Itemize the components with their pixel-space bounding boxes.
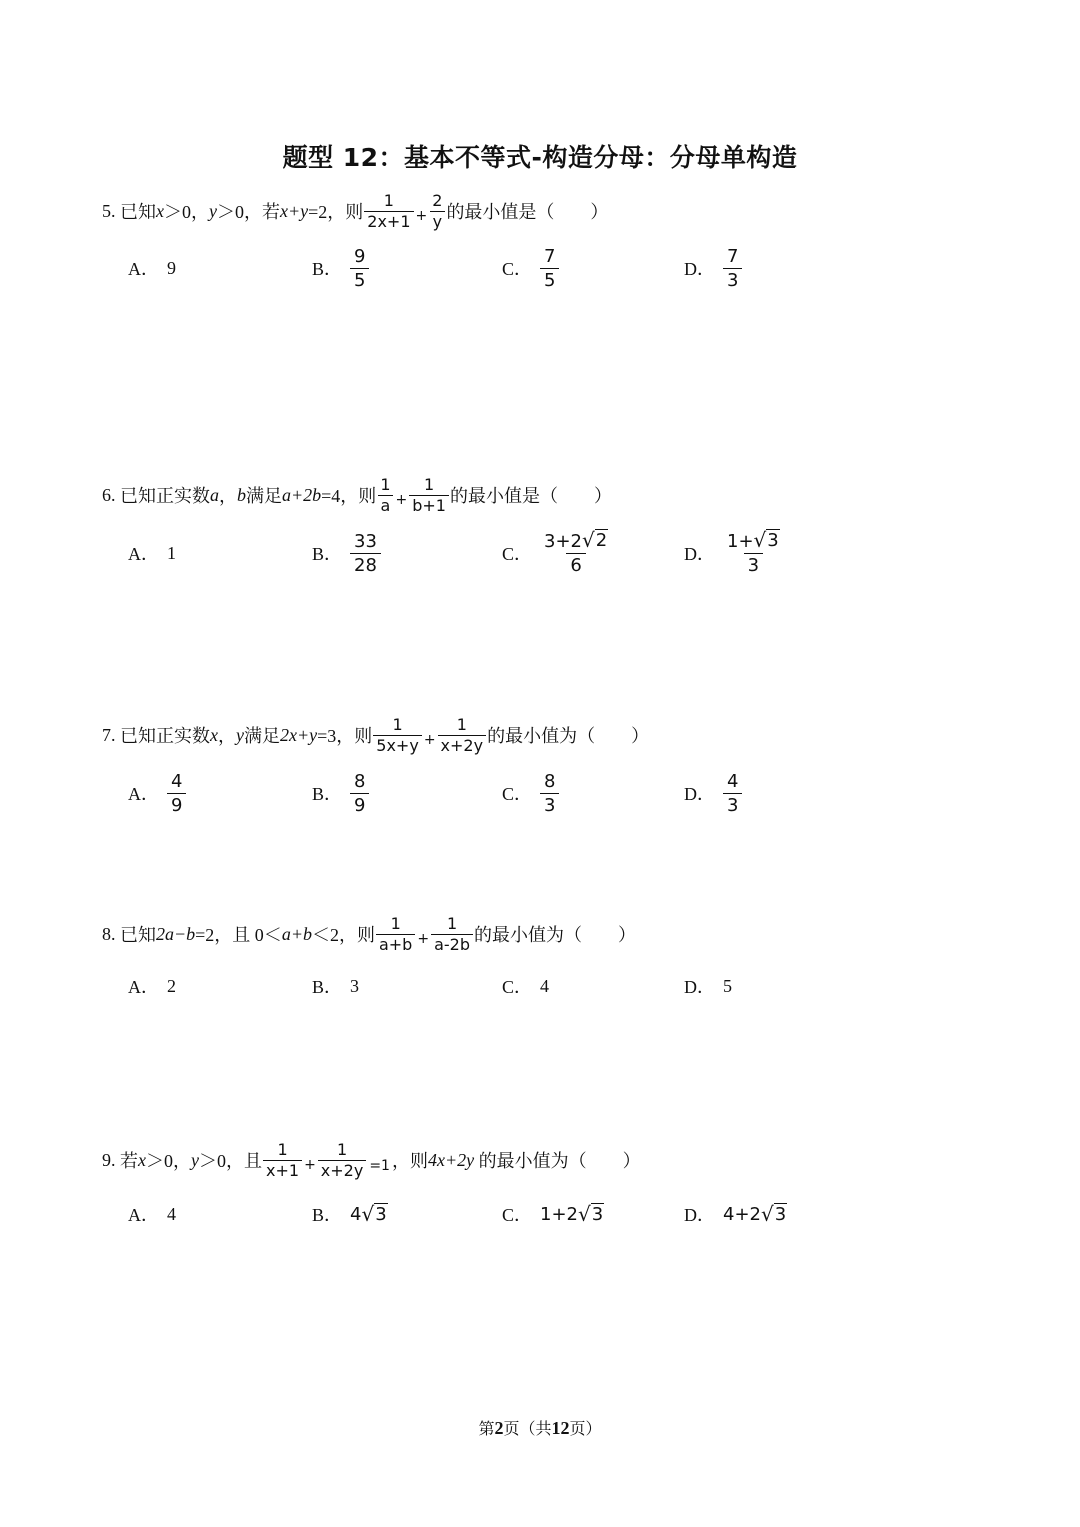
question-5-stem (102, 186, 608, 236)
option-d: D． $\frac{4}{3}$ (684, 768, 742, 818)
stem-text: 已知正实数 (120, 726, 210, 746)
stem-text: 的最小值为（ ） (478, 1151, 641, 1171)
plus-sign: + (417, 931, 430, 947)
stem-var: 4x+2y (427, 1149, 475, 1170)
page-footer (0, 1416, 1080, 1439)
stem-text: 已知 (120, 202, 156, 222)
stem-fraction: $\frac{1}{a}$ (377, 475, 393, 516)
stem-fraction: $\frac{1}{a-2b}$ (431, 914, 473, 955)
option-d: D． 4+2 √ 3 (684, 1202, 787, 1226)
plus-sign: + (304, 1157, 316, 1173)
option-c: C． $\frac{7}{5}$ (502, 243, 559, 293)
footer-text: 第 (478, 1419, 495, 1438)
plus-sign: + (395, 492, 408, 508)
current-page-number: 2 (494, 1418, 504, 1438)
stem-var: x (210, 724, 218, 745)
option-a: A． 2 (128, 975, 176, 997)
sqrt-symbol: √ 3 (761, 1202, 787, 1226)
footer-text: 页（共 (503, 1419, 552, 1438)
stem-text: ＞0，且 (199, 1151, 262, 1171)
option-b: B． $\frac{8}{9}$ (312, 768, 369, 818)
stem-text: ＞0， (164, 202, 209, 222)
option-b: B． $\frac{9}{5}$ (312, 243, 369, 293)
stem-text: =4，则 (321, 486, 377, 506)
stem-text: ＜2，则 (311, 925, 375, 945)
stem-text: ，则 (391, 1151, 428, 1171)
stem-var: x+y (280, 200, 309, 221)
page-title: 题型 12：基本不等式-构造分母：分母单构造 (282, 143, 798, 172)
question-number: 8. (102, 923, 116, 944)
question-8-stem (102, 909, 636, 959)
stem-fraction: $\frac{1}{x+2y}$ (318, 1140, 367, 1181)
stem-var: b (237, 484, 246, 505)
stem-text: ＞0， (146, 1151, 191, 1171)
stem-fraction: $\frac{1}{a+b}$ (376, 914, 415, 955)
stem-text: 满足 (246, 486, 282, 506)
option-c: C． $\frac{8}{3}$ (502, 768, 559, 818)
stem-text: 已知 (120, 925, 156, 945)
stem-text: ＞0，若 (217, 202, 280, 222)
plus-sign: + (423, 732, 436, 748)
question-7-stem (102, 710, 649, 760)
option-a: A． 9 (128, 257, 176, 279)
stem-text: =3，则 (317, 726, 373, 746)
question-number: 5. (102, 200, 116, 221)
question-number: 6. (102, 484, 116, 505)
option-c: C． 3+2 √ 2 6 (502, 528, 608, 576)
stem-text: 已知正实数 (120, 486, 210, 506)
option-d: D． $\frac{7}{3}$ (684, 243, 742, 293)
stem-var: a+b (281, 923, 312, 944)
footer-text: 页） (569, 1419, 602, 1438)
option-b: B． 4 √ 3 (312, 1202, 387, 1226)
stem-var: 2x+y (280, 724, 318, 745)
stem-text: =2，且 0＜ (195, 925, 282, 945)
stem-var: 2a−b (156, 923, 196, 944)
sqrt-symbol: √ 3 (578, 1202, 604, 1226)
equals-one: =1 (369, 1158, 390, 1174)
stem-fraction: $\frac{1}{b+1}$ (409, 475, 449, 516)
stem-var: a (210, 484, 219, 505)
total-pages: 12 (551, 1418, 570, 1438)
stem-fraction: $\frac{1}{5x+y}$ (373, 715, 422, 756)
option-d: D． 5 (684, 975, 732, 997)
option-b: B． 3 (312, 975, 360, 997)
stem-text: 的最小值是（ ） (446, 202, 609, 222)
stem-var: x (156, 200, 164, 221)
sqrt-symbol: √ 2 (582, 528, 608, 552)
stem-text: 的最小值为（ ） (474, 925, 636, 945)
stem-var: a+2b (282, 484, 322, 505)
stem-text: ， (219, 486, 237, 506)
stem-text: 的最小值是（ ） (449, 486, 612, 506)
sqrt-symbol: √ 3 (753, 528, 779, 552)
option-b: B． $\frac{33}{28}$ (312, 528, 381, 578)
stem-fraction: $\frac{1}{x+2y}$ (438, 715, 487, 756)
option-a: A． 1 (128, 542, 176, 564)
stem-fraction: $\frac{1}{2x+1}$ (364, 191, 413, 232)
stem-fraction: $\frac{2}{y}$ (429, 191, 445, 232)
option-a: A． $\frac{4}{9}$ (128, 768, 186, 818)
option-c: C． 1+2 √ 3 (502, 1202, 604, 1226)
option-c: C． 4 (502, 975, 550, 997)
stem-fraction: $\frac{1}{x+1}$ (263, 1140, 302, 1181)
stem-var: y (191, 1149, 199, 1170)
question-9-stem (102, 1135, 641, 1185)
sqrt-symbol: √ 3 (361, 1202, 387, 1226)
stem-var: y (236, 724, 244, 745)
option-d: D． 1+ √ 3 3 (684, 528, 779, 576)
plus-sign: + (415, 208, 428, 224)
stem-text: 若 (120, 1151, 138, 1171)
question-number: 9. (102, 1149, 116, 1170)
question-6-stem (102, 470, 612, 520)
stem-text: =2，则 (308, 202, 364, 222)
question-number: 7. (102, 724, 116, 745)
option-a: A． 4 (128, 1203, 176, 1225)
stem-text: 的最小值为（ ） (487, 726, 650, 746)
stem-text: 满足 (244, 726, 280, 746)
stem-text: ， (218, 726, 236, 746)
stem-var: y (209, 200, 217, 221)
stem-var: x (138, 1149, 146, 1170)
